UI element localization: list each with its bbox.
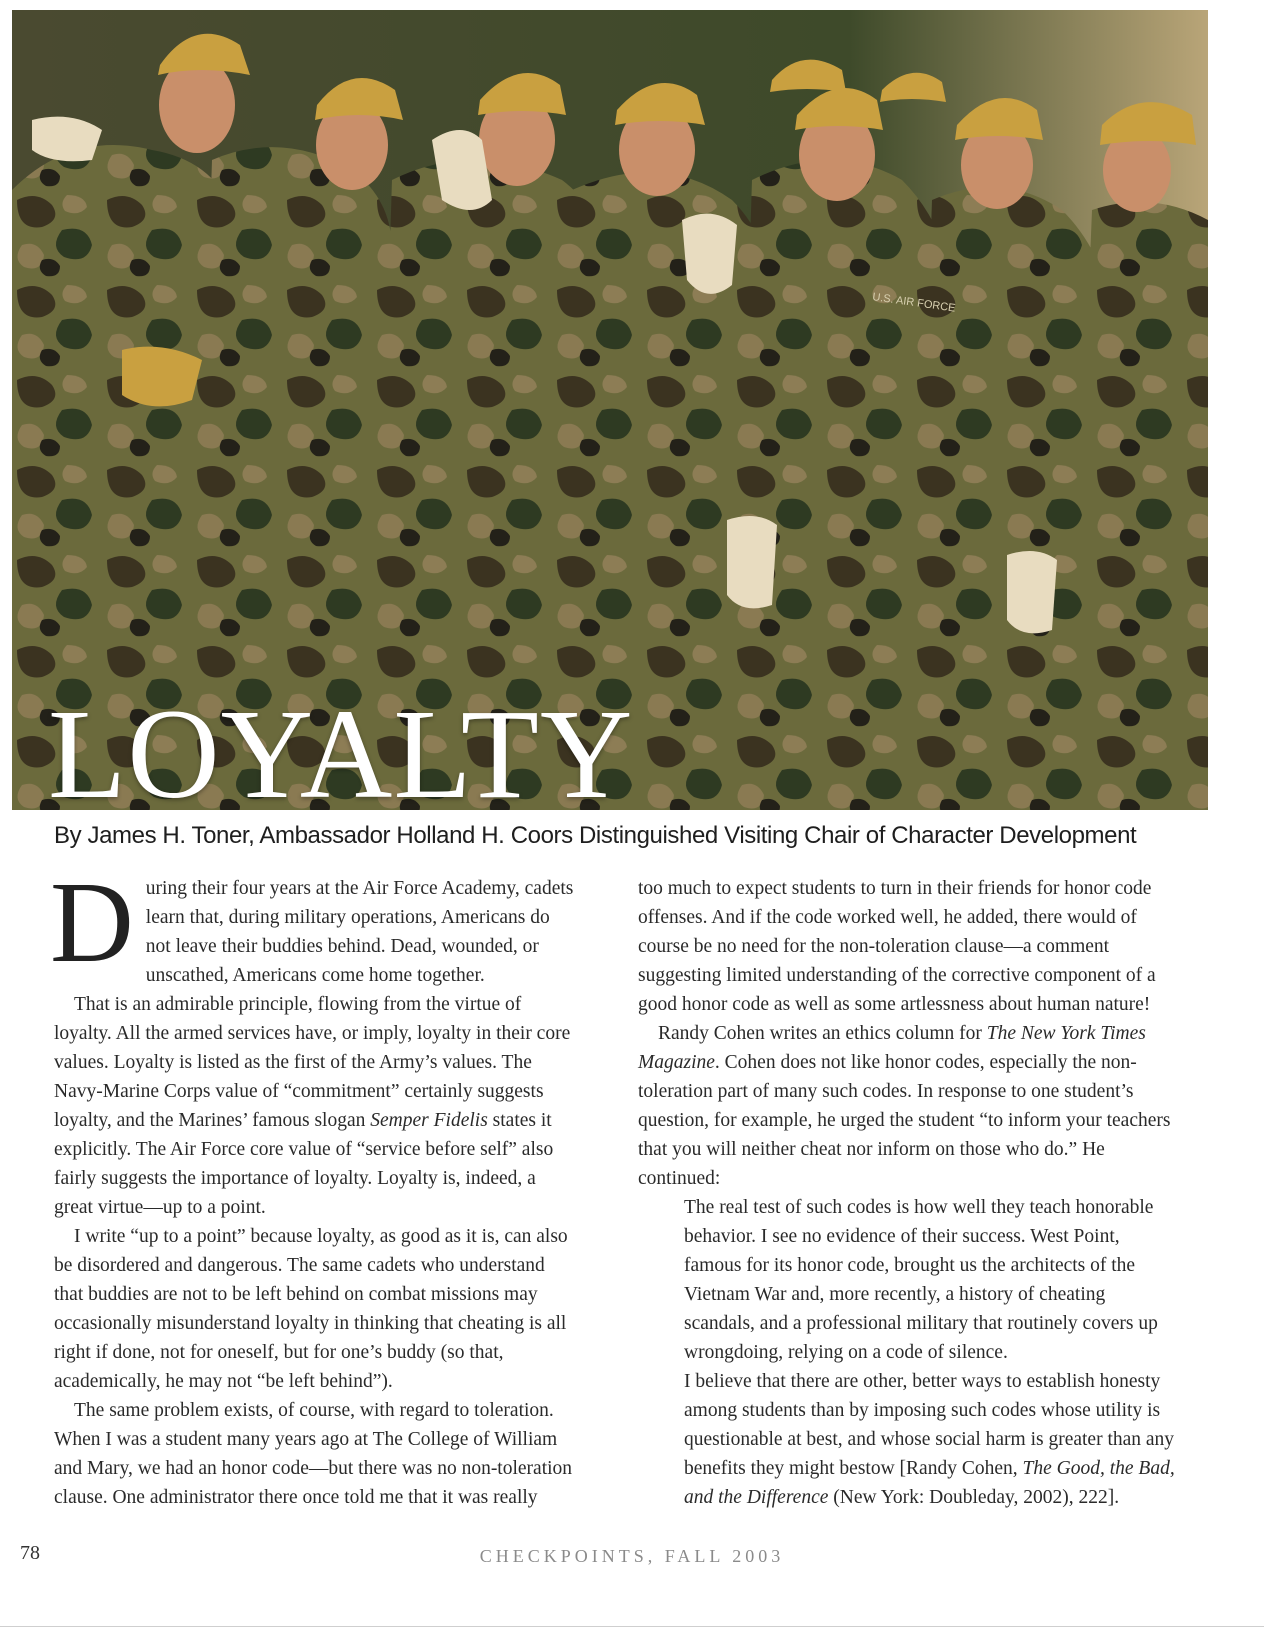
nyt-magazine-italic: The New York Times Magazine [638, 1023, 1146, 1073]
right-column [638, 874, 1178, 1512]
yellow-glove [122, 347, 202, 407]
drop-cap: D [50, 859, 134, 987]
paragraph-6-text-a: Randy Cohen writes an ethics column for [658, 1023, 987, 1044]
byline: By James H. Toner, Ambassador Holland H. Coors Distinguished Visiting Chair of Character Development [54, 822, 1137, 849]
page-number: 78 [20, 1542, 40, 1564]
block-quote-2-text-a: I believe that there are other, better ways to establish honesty among students than by imposing such codes whose utility is questionable at best, and whose social harm is greater than any benefits they might bestow [Randy Cohen, [684, 1371, 1175, 1479]
paragraph-6 [638, 1019, 1178, 1193]
block-quote-2-text-b: (New York: Doubleday, 2002), 222]. [828, 1487, 1120, 1508]
book-title-italic: The Good, the Bad, and the Difference [684, 1458, 1175, 1508]
paragraph-1 [50, 859, 574, 990]
block-quote-2 [684, 1367, 1178, 1512]
article-title: LOYALTY [48, 683, 634, 825]
semper-fidelis-italic: Semper Fidelis [370, 1110, 488, 1131]
publication-footer: CHECKPOINTS, FALL 2003 [479, 1546, 785, 1566]
paragraph-2 [54, 990, 574, 1222]
paragraph-2-text-b: states it explicitly. The Air Force core value of “service before self” also fairly suggests the importance of loyalty. Loyalty is, indeed, a great virtue—up to a point. [54, 1110, 554, 1218]
paragraph-5: too much to expect students to turn in their friends for honor code offenses. And if the code worked well, he added, there would of course be no need for the non-toleration clause—a comment suggesting limited understanding of the corrective component of a good honor code as well as some artlessness about human nature! [638, 878, 1156, 1015]
air-force-patch: U.S. AIR FORCE [871, 291, 957, 315]
left-column [50, 859, 574, 1512]
bottom-rule [0, 1626, 1264, 1627]
paragraph-4: The same problem exists, of course, with regard to toleration. When I was a student many years ago at The College of William and Mary, we had an honor code—but there was no non-toleration clause. One administrator there once told me that it was really [54, 1400, 573, 1508]
block-quote-1: The real test of such codes is how well they teach honorable behavior. I see no evidence of their success. West Point, famous for its honor code, brought us the architects of the Vietnam War and, more recently, a history of cheating scandals, and a professional military that routinely covers up wrongdoing, relying on a code of silence. [684, 1197, 1158, 1363]
paragraph-6-text-b: . Cohen does not like honor codes, especially the non-toleration part of many such codes. In response to one student’s question, for example, he urged the student “to inform your teachers that you will neither cheat nor inform on those who do.” He continued: [638, 1052, 1171, 1189]
paragraph-1-text: uring their four years at the Air Force Academy, cadets learn that, during military operations, Americans do not leave their buddies behind. Dead, wounded, or unscathed, Americans come home together. [145, 878, 574, 986]
paragraph-3: I write “up to a point” because loyalty, as good as it is, can also be disordered and dangerous. The same cadets who understand that buddies are not to be left behind on combat missions may occasionally misunderstand loyalty in thinking that cheating is all right if done, not for oneself, but for one’s buddy (so that, academically, he may not “be left behind”). [54, 1226, 568, 1392]
paragraph-2-text-a: That is an admirable principle, flowing from the virtue of loyalty. All the armed services have, or imply, loyalty in their core values. Loyalty is listed as the first of the Army’s values. The Navy-Marine Corps value of “commitment” certainly suggests loyalty, and the Marines’ famous slogan [54, 994, 571, 1131]
